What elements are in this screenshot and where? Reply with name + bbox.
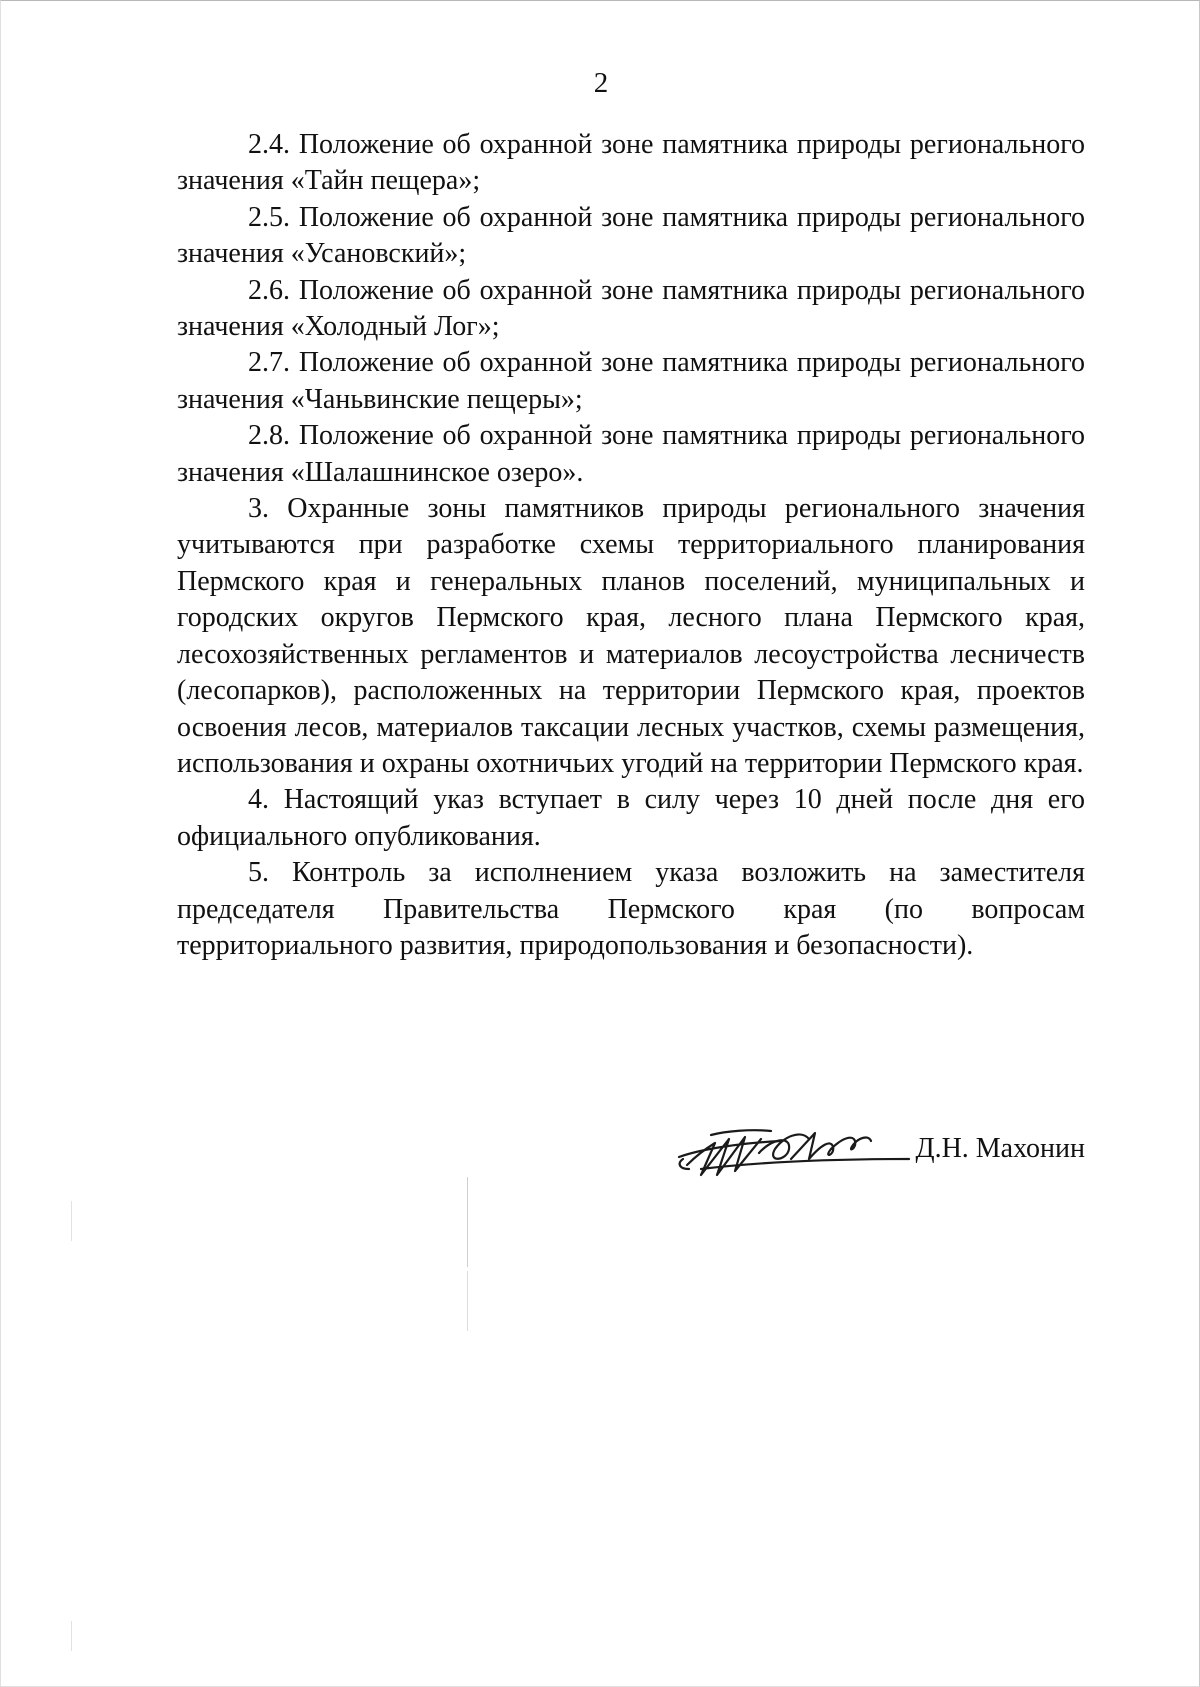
clause-3: 3. Охранные зоны памятников природы регионального значения учитываются при разработке схемы территориального планирования Пермского края и генеральных планов поселений, муниципальных и городских округов Пермского края, лесного плана Пермского края, лесохозяйственных регламентов и материалов лесоустройства лесничеств (лесопарков), расположенных на территории Пермского края, проектов освоения лесов, материалов таксации лесных участков, схемы размещения, использования и охраны охотничьих угодий на территории Пермского края. <box>177 493 1085 779</box>
signature-block <box>671 1119 1085 1199</box>
scan-artifact <box>71 1621 72 1651</box>
document-body <box>177 127 1085 964</box>
clause-2-5: 2.5. Положение об охранной зоне памятника природы регионального значения «Усановский»; <box>177 201 1085 270</box>
clause-2-8: 2.8. Положение об охранной зоне памятника природы регионального значения «Шалашнинское озеро». <box>177 420 1085 488</box>
clause-4: 4. Настоящий указ вступает в силу через 10 дней после дня его официального опубликования. <box>177 784 1085 852</box>
clause-2-4: 2.4. Положение об охранной зоне памятника природы регионального значения «Тайн пещера»; <box>177 129 1085 197</box>
handwritten-signature-icon <box>671 1119 911 1181</box>
page-number: 2 <box>593 67 609 99</box>
clause-2-7: 2.7. Положение об охранной зоне памятника природы регионального значения «Чаньвинские пещеры»; <box>177 347 1085 415</box>
scan-artifact <box>467 1177 468 1267</box>
scan-artifact <box>71 1201 72 1241</box>
clause-2-6: 2.6. Положение об охранной зоне памятника природы регионального значения «Холодный Лог»; <box>177 274 1085 343</box>
scan-artifact <box>467 1271 468 1331</box>
signer-name: Д.Н. Махонин <box>915 1133 1085 1164</box>
clause-5: 5. Контроль за исполнением указа возложить на заместителя председателя Правительства Пермского края (по вопросам территориального развития, природопользования и безопасности). <box>177 857 1085 961</box>
